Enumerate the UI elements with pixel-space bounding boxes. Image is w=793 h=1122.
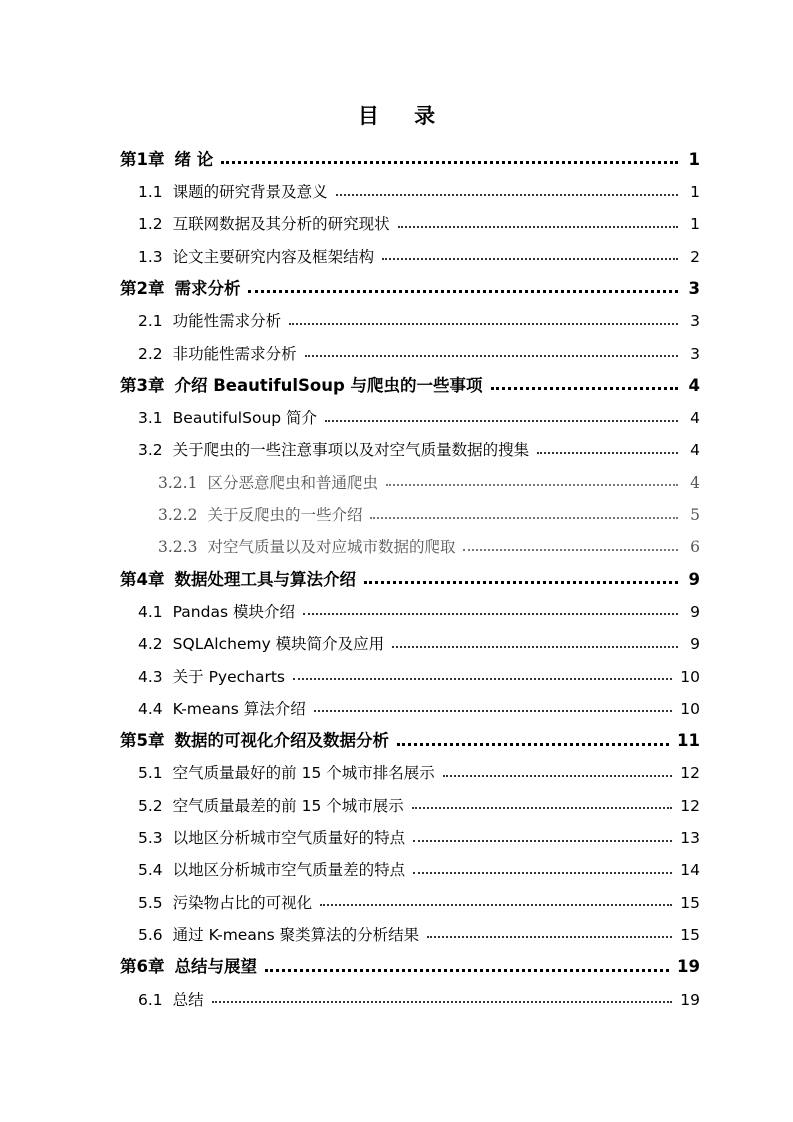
dot-leader bbox=[427, 936, 672, 938]
toc-entry[interactable] bbox=[120, 719, 700, 751]
toc-entry-title: SQLAlchemy 模块简介及应用 bbox=[172, 635, 385, 654]
toc-entry-number: 5.6 bbox=[138, 925, 163, 944]
toc-entry-label bbox=[138, 990, 204, 1011]
toc-entry[interactable] bbox=[120, 752, 700, 784]
toc-entry-label bbox=[120, 569, 356, 591]
dot-leader bbox=[325, 420, 678, 422]
toc-entry-label bbox=[138, 344, 297, 365]
toc-entry[interactable] bbox=[120, 203, 700, 235]
dot-leader bbox=[314, 710, 673, 712]
toc-entry-page-number: 9 bbox=[690, 635, 700, 654]
toc-entry-number: 5.5 bbox=[138, 893, 163, 912]
toc-entry-title: 介绍 BeautifulSoup 与爬虫的一些事项 bbox=[174, 375, 483, 395]
toc-title: 目 录 bbox=[357, 104, 450, 128]
toc-entry-label bbox=[138, 699, 306, 720]
toc-entry-page-number: 6 bbox=[690, 538, 700, 557]
toc-entry-label bbox=[120, 959, 257, 978]
toc-entry-number: 第4章 bbox=[120, 569, 165, 589]
toc-entry-title: 功能性需求分析 bbox=[172, 312, 282, 331]
toc-entry-number: 5.2 bbox=[138, 796, 163, 815]
toc-entry[interactable] bbox=[120, 978, 700, 1010]
toc-entry-number: 5.3 bbox=[138, 829, 163, 848]
toc-entry-title: BeautifulSoup 简介 bbox=[172, 409, 318, 428]
toc-entry-number: 3.2.2 bbox=[158, 506, 198, 525]
toc-entry-title: 需求分析 bbox=[174, 278, 241, 298]
dot-leader bbox=[412, 807, 673, 809]
toc-entry-number: 4.3 bbox=[138, 667, 163, 686]
toc-entry-label bbox=[120, 375, 483, 397]
toc-entry-page-number: 9 bbox=[688, 569, 700, 589]
toc-entry-label bbox=[138, 443, 529, 461]
toc-entry[interactable] bbox=[120, 687, 700, 719]
toc-entry-page-number: 10 bbox=[680, 699, 700, 718]
dot-leader bbox=[248, 290, 678, 293]
toc-entry-page-number: 3 bbox=[688, 278, 700, 298]
toc-entry-page-number: 1 bbox=[690, 215, 700, 234]
toc-entry-label bbox=[138, 766, 435, 784]
toc-entry[interactable] bbox=[120, 299, 700, 331]
toc-entry-title: 空气质量最好的前 15 个城市排名展示 bbox=[172, 764, 435, 783]
toc-entry[interactable] bbox=[120, 816, 700, 848]
dot-leader bbox=[386, 484, 678, 486]
toc-entry-page-number: 12 bbox=[680, 796, 700, 815]
toc-entry-label bbox=[158, 540, 455, 558]
dot-leader bbox=[364, 581, 678, 584]
toc-entry-number: 第5章 bbox=[120, 731, 165, 751]
dot-leader bbox=[212, 1001, 673, 1003]
toc-entry-number: 3.2.1 bbox=[158, 473, 198, 492]
toc-entry-number: 第3章 bbox=[120, 375, 165, 395]
toc-entry-title: 绪 论 bbox=[174, 149, 214, 169]
toc-entry[interactable] bbox=[120, 849, 700, 881]
toc-entry[interactable] bbox=[120, 526, 700, 558]
toc-entry-number: 3.1 bbox=[138, 409, 163, 428]
toc-entry-label bbox=[138, 602, 295, 623]
toc-entry-number: 6.1 bbox=[138, 990, 163, 1009]
dot-leader bbox=[392, 646, 678, 648]
toc-entry-page-number: 2 bbox=[690, 247, 700, 266]
toc-entry[interactable] bbox=[120, 267, 700, 299]
dot-leader bbox=[443, 775, 673, 777]
toc-entry-number: 4.2 bbox=[138, 635, 163, 654]
toc-entry-title: K-means 算法介绍 bbox=[172, 699, 306, 718]
toc-entry-title: Pandas 模块介绍 bbox=[172, 602, 295, 621]
toc-entry-page-number: 4 bbox=[690, 441, 700, 460]
toc-entry-number: 1.3 bbox=[138, 247, 163, 266]
toc-entry-title: 课题的研究背景及意义 bbox=[172, 183, 328, 202]
toc-entry-page-number: 19 bbox=[677, 957, 700, 977]
dot-leader bbox=[303, 613, 678, 615]
toc-entry-title: 互联网数据及其分析的研究现状 bbox=[172, 215, 390, 234]
toc-entry-page-number: 15 bbox=[680, 925, 700, 944]
toc-entry-label bbox=[138, 314, 281, 332]
toc-entry[interactable] bbox=[120, 396, 700, 428]
toc-entry-number: 2.2 bbox=[138, 344, 163, 363]
dot-leader bbox=[413, 840, 672, 842]
toc-entry-title: 关于爬虫的一些注意事项以及对空气质量数据的搜集 bbox=[172, 441, 530, 460]
toc-entry-title: 论文主要研究内容及框架结构 bbox=[172, 247, 375, 266]
toc-entry-title: 区分恶意爬虫和普通爬虫 bbox=[207, 473, 378, 492]
toc-entry[interactable] bbox=[120, 429, 700, 461]
dot-leader bbox=[398, 226, 678, 228]
toc-entry-page-number: 11 bbox=[677, 731, 700, 751]
toc-entry[interactable] bbox=[120, 590, 700, 622]
toc-entry-page-number: 9 bbox=[690, 602, 700, 621]
dot-leader bbox=[537, 452, 678, 454]
toc-entry-title: 总结 bbox=[172, 990, 204, 1009]
toc-entry-label bbox=[138, 411, 317, 429]
toc-entry-number: 5.1 bbox=[138, 764, 163, 783]
dot-leader bbox=[463, 549, 678, 551]
toc-entry-page-number: 1 bbox=[688, 149, 700, 169]
toc-entry[interactable] bbox=[120, 622, 700, 654]
toc-entry-label bbox=[138, 637, 384, 655]
toc-entry-page-number: 3 bbox=[690, 312, 700, 331]
toc-entry[interactable] bbox=[120, 138, 700, 170]
toc-entry-label bbox=[158, 473, 378, 494]
toc-entry-title: 空气质量最差的前 15 个城市展示 bbox=[172, 796, 404, 815]
toc-entry-page-number: 1 bbox=[690, 183, 700, 202]
dot-leader bbox=[320, 904, 672, 906]
toc-entry-number: 第1章 bbox=[120, 149, 165, 169]
toc-entry[interactable] bbox=[120, 945, 700, 977]
toc-entry-number: 4.4 bbox=[138, 699, 163, 718]
toc-entry-label bbox=[138, 796, 404, 817]
dot-leader bbox=[289, 323, 678, 325]
toc-entry-page-number: 12 bbox=[680, 764, 700, 783]
dot-leader bbox=[370, 517, 678, 519]
toc-entry-label bbox=[138, 925, 420, 946]
toc-entry[interactable] bbox=[120, 332, 700, 364]
toc-entry-page-number: 4 bbox=[688, 375, 700, 395]
toc-entry-label bbox=[120, 149, 214, 171]
dot-leader bbox=[336, 194, 678, 196]
toc-entry-label bbox=[158, 508, 362, 526]
dot-leader bbox=[221, 161, 678, 164]
toc-entry-title: 污染物占比的可视化 bbox=[172, 893, 313, 912]
toc-entry[interactable] bbox=[120, 461, 700, 493]
toc-entry-number: 4.1 bbox=[138, 602, 163, 621]
toc-entry-number: 1.2 bbox=[138, 215, 163, 234]
toc-entry-number: 5.4 bbox=[138, 861, 163, 880]
dot-leader bbox=[382, 258, 678, 260]
toc-entry-number: 第2章 bbox=[120, 278, 165, 298]
toc-entry-title: 关于反爬虫的一些介绍 bbox=[207, 506, 363, 525]
dot-leader bbox=[265, 969, 669, 972]
toc-entry-number: 2.1 bbox=[138, 312, 163, 331]
toc-entry-title: 非功能性需求分析 bbox=[172, 344, 297, 363]
toc-entry-label bbox=[138, 831, 405, 849]
toc-entry[interactable] bbox=[120, 913, 700, 945]
toc-entry-page-number: 13 bbox=[680, 829, 700, 848]
toc-entry-page-number: 15 bbox=[680, 893, 700, 912]
toc-entry[interactable] bbox=[120, 170, 700, 202]
toc-entry-title: 数据处理工具与算法介绍 bbox=[174, 569, 356, 589]
toc-entry-title: 关于 Pyecharts bbox=[172, 667, 286, 686]
toc-entry-number: 3.2 bbox=[138, 441, 163, 460]
dot-leader bbox=[305, 355, 678, 357]
toc-entry[interactable] bbox=[120, 655, 700, 687]
table-of-contents bbox=[120, 138, 700, 1010]
toc-entry-label bbox=[138, 247, 375, 268]
toc-entry-number: 1.1 bbox=[138, 183, 163, 202]
toc-entry-page-number: 10 bbox=[680, 667, 700, 686]
toc-entry-label bbox=[138, 863, 405, 881]
toc-entry-page-number: 4 bbox=[690, 473, 700, 492]
toc-entry[interactable] bbox=[120, 493, 700, 525]
toc-entry-page-number: 3 bbox=[690, 344, 700, 363]
dot-leader bbox=[397, 743, 669, 746]
toc-entry[interactable] bbox=[120, 881, 700, 913]
toc-entry[interactable] bbox=[120, 558, 700, 590]
toc-entry-number: 3.2.3 bbox=[158, 538, 198, 557]
toc-entry-label bbox=[138, 185, 328, 203]
toc-entry[interactable] bbox=[120, 235, 700, 267]
toc-entry[interactable] bbox=[120, 364, 700, 396]
toc-entry[interactable] bbox=[120, 784, 700, 816]
dot-leader bbox=[491, 387, 678, 390]
toc-entry-title: 数据的可视化介绍及数据分析 bbox=[174, 731, 389, 751]
toc-entry-page-number: 5 bbox=[690, 506, 700, 525]
dot-leader bbox=[413, 872, 672, 874]
toc-entry-title: 对空气质量以及对应城市数据的爬取 bbox=[207, 538, 456, 557]
toc-entry-label bbox=[138, 667, 286, 688]
toc-entry-label bbox=[138, 217, 390, 235]
toc-entry-title: 通过 K-means 聚类算法的分析结果 bbox=[172, 925, 420, 944]
toc-entry-page-number: 19 bbox=[680, 990, 700, 1009]
toc-entry-label bbox=[120, 278, 241, 300]
toc-entry-label bbox=[138, 893, 313, 914]
toc-entry-title: 总结与展望 bbox=[174, 957, 257, 977]
toc-entry-page-number: 4 bbox=[690, 409, 700, 428]
dot-leader bbox=[293, 678, 672, 680]
toc-entry-title: 以地区分析城市空气质量差的特点 bbox=[172, 861, 406, 880]
toc-entry-label bbox=[120, 733, 389, 752]
toc-entry-number: 第6章 bbox=[120, 957, 165, 977]
toc-entry-title: 以地区分析城市空气质量好的特点 bbox=[172, 829, 406, 848]
toc-entry-page-number: 14 bbox=[680, 861, 700, 880]
